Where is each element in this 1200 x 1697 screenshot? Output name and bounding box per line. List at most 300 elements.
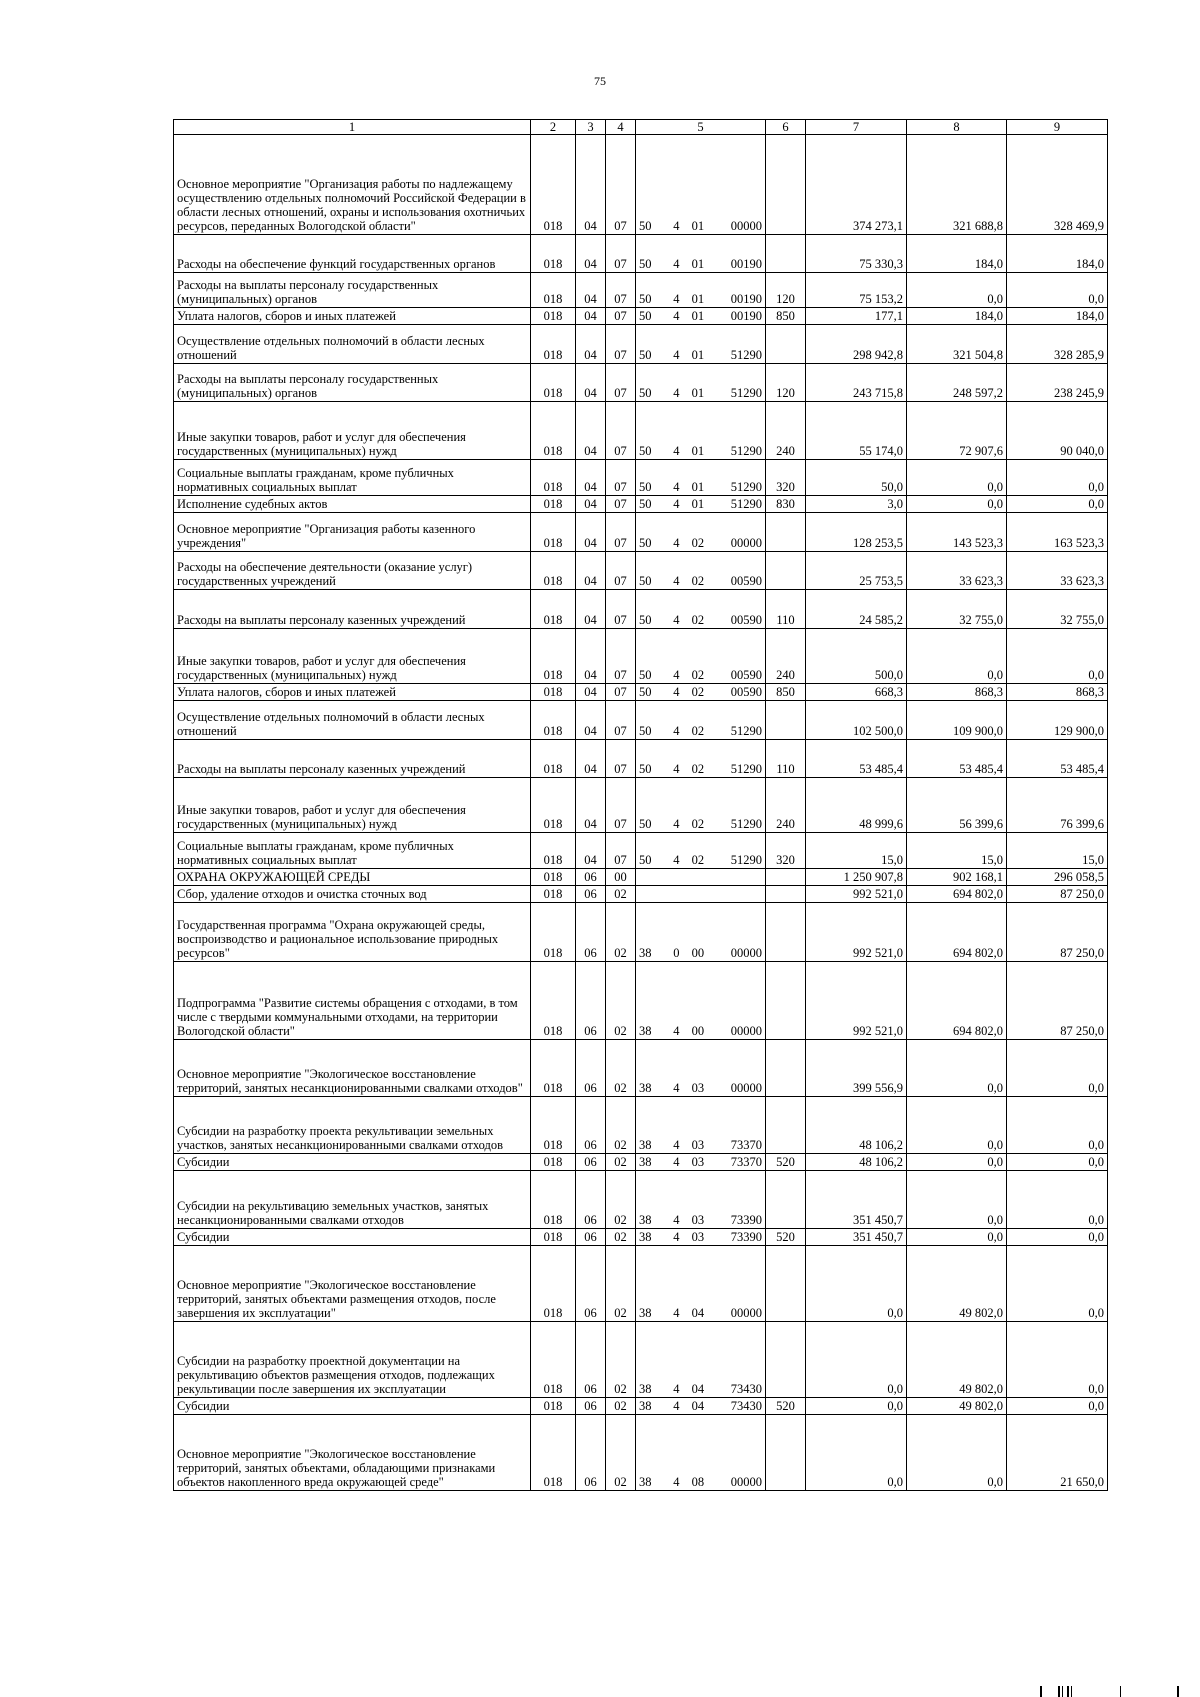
header-cell: 9 (1007, 120, 1108, 135)
subsection-code: 02 (606, 1154, 636, 1171)
row-name: Уплата налогов, сборов и иных платежей (174, 308, 531, 325)
row-name: Основное мероприятие "Экологическое восстановление территорий, занятых объектами, обладающими признаками объектов накопленного вреда окружающей среде" (174, 1415, 531, 1491)
amount-year-2: 15,0 (907, 833, 1007, 869)
amount-year-3: 0,0 (1007, 273, 1108, 308)
code-part: 51290 (730, 817, 762, 831)
ministry-code: 018 (531, 1229, 576, 1246)
amount-year-1: 24 585,2 (806, 590, 907, 629)
expense-type-code: 240 (766, 629, 806, 684)
section-code: 04 (576, 325, 606, 364)
amount-year-2: 32 755,0 (907, 590, 1007, 629)
code-part: 4 (673, 292, 680, 306)
code-part: 00590 (730, 613, 762, 627)
code-part: 4 (673, 309, 680, 323)
amount-year-2: 902 168,1 (907, 869, 1007, 886)
code-part: 00 (691, 946, 705, 960)
amount-year-1: 399 556,9 (806, 1040, 907, 1097)
section-code: 06 (576, 869, 606, 886)
code-part: 04 (691, 1382, 705, 1396)
code-part: 4 (673, 1399, 680, 1413)
amount-year-1: 177,1 (806, 308, 907, 325)
subsection-code: 07 (606, 325, 636, 364)
section-code: 04 (576, 364, 606, 402)
code-part: 02 (691, 724, 705, 738)
table-row (174, 325, 1108, 364)
code-part: 02 (691, 685, 705, 699)
amount-year-3: 0,0 (1007, 460, 1108, 496)
amount-year-3: 87 250,0 (1007, 886, 1108, 903)
subsection-code: 07 (606, 740, 636, 778)
row-name: Расходы на обеспечение функций государственных органов (174, 235, 531, 273)
code-part: 04 (691, 1399, 705, 1413)
ministry-code: 018 (531, 1415, 576, 1491)
header-cell: 3 (576, 120, 606, 135)
subsection-code: 07 (606, 460, 636, 496)
expense-type-code (766, 135, 806, 235)
table-row (174, 273, 1108, 308)
amount-year-2: 868,3 (907, 684, 1007, 701)
expense-type-code (766, 1246, 806, 1322)
expense-type-code (766, 1322, 806, 1398)
expense-type-code: 850 (766, 308, 806, 325)
amount-year-2: 33 623,3 (907, 552, 1007, 590)
ministry-code: 018 (531, 402, 576, 460)
code-part: 38 (639, 1155, 652, 1169)
ministry-code: 018 (531, 629, 576, 684)
header-cell: 1 (174, 120, 531, 135)
row-name: Иные закупки товаров, работ и услуг для обеспечения государственных (муниципальных) нужд (174, 629, 531, 684)
section-code: 04 (576, 701, 606, 740)
section-code: 06 (576, 1154, 606, 1171)
table-row (174, 869, 1108, 886)
code-part: 4 (673, 219, 680, 233)
amount-year-1: 53 485,4 (806, 740, 907, 778)
code-part: 01 (691, 219, 705, 233)
code-part: 50 (639, 386, 652, 400)
code-part: 00590 (730, 668, 762, 682)
code-part: 01 (691, 257, 705, 271)
amount-year-3: 53 485,4 (1007, 740, 1108, 778)
budget-table (173, 119, 1108, 1491)
target-article-code (636, 833, 766, 869)
subsection-code: 07 (606, 273, 636, 308)
amount-year-3: 76 399,6 (1007, 778, 1108, 833)
target-article-code (636, 1040, 766, 1097)
row-name: Основное мероприятие "Экологическое восстановление территорий, занятых несанкционированными свалками отходов" (174, 1040, 531, 1097)
code-part: 4 (673, 348, 680, 362)
amount-year-2: 0,0 (907, 629, 1007, 684)
code-part: 51290 (730, 444, 762, 458)
code-part: 51290 (730, 724, 762, 738)
amount-year-2: 694 802,0 (907, 903, 1007, 962)
row-name: Расходы на выплаты персоналу казенных учреждений (174, 590, 531, 629)
code-part: 00190 (730, 309, 762, 323)
amount-year-2: 56 399,6 (907, 778, 1007, 833)
code-part: 02 (691, 613, 705, 627)
target-article-code (636, 235, 766, 273)
amount-year-2: 0,0 (907, 496, 1007, 513)
amount-year-2: 0,0 (907, 1154, 1007, 1171)
section-code: 04 (576, 833, 606, 869)
row-name: Уплата налогов, сборов и иных платежей (174, 684, 531, 701)
code-part: 4 (673, 480, 680, 494)
ministry-code: 018 (531, 552, 576, 590)
amount-year-2: 0,0 (907, 1229, 1007, 1246)
amount-year-3: 15,0 (1007, 833, 1108, 869)
subsection-code: 07 (606, 308, 636, 325)
amount-year-3: 163 523,3 (1007, 513, 1108, 552)
section-code: 04 (576, 135, 606, 235)
amount-year-3: 0,0 (1007, 1229, 1108, 1246)
expense-type-code (766, 962, 806, 1040)
code-part: 50 (639, 348, 652, 362)
code-part: 01 (691, 444, 705, 458)
code-part: 50 (639, 219, 652, 233)
target-article-code (636, 886, 766, 903)
code-part: 4 (673, 724, 680, 738)
subsection-code: 07 (606, 552, 636, 590)
expense-type-code (766, 701, 806, 740)
expense-type-code (766, 1415, 806, 1491)
amount-year-1: 0,0 (806, 1398, 907, 1415)
code-part: 50 (639, 724, 652, 738)
expense-type-code (766, 1171, 806, 1229)
table-row (174, 962, 1108, 1040)
amount-year-3: 129 900,0 (1007, 701, 1108, 740)
code-part: 50 (639, 536, 652, 550)
row-name: Осуществление отдельных полномочий в области лесных отношений (174, 701, 531, 740)
amount-year-3: 21 650,0 (1007, 1415, 1108, 1491)
section-code: 04 (576, 740, 606, 778)
code-part: 02 (691, 536, 705, 550)
amount-year-1: 0,0 (806, 1415, 907, 1491)
row-name: Иные закупки товаров, работ и услуг для обеспечения государственных (муниципальных) нужд (174, 402, 531, 460)
subsection-code: 02 (606, 903, 636, 962)
code-part: 01 (691, 292, 705, 306)
amount-year-2: 49 802,0 (907, 1246, 1007, 1322)
row-name: Иные закупки товаров, работ и услуг для обеспечения государственных (муниципальных) нужд (174, 778, 531, 833)
subsection-code: 07 (606, 590, 636, 629)
subsection-code: 02 (606, 1246, 636, 1322)
header-cell: 6 (766, 120, 806, 135)
code-part: 03 (691, 1138, 705, 1152)
row-name: Осуществление отдельных полномочий в области лесных отношений (174, 325, 531, 364)
amount-year-1: 25 753,5 (806, 552, 907, 590)
target-article-code (636, 1322, 766, 1398)
code-part: 50 (639, 497, 652, 511)
ministry-code: 018 (531, 740, 576, 778)
amount-year-1: 102 500,0 (806, 701, 907, 740)
amount-year-3: 0,0 (1007, 1322, 1108, 1398)
subsection-code: 07 (606, 135, 636, 235)
subsection-code: 02 (606, 1097, 636, 1154)
code-part: 50 (639, 762, 652, 776)
code-part: 4 (673, 1081, 680, 1095)
ministry-code: 018 (531, 513, 576, 552)
amount-year-2: 694 802,0 (907, 886, 1007, 903)
table-row (174, 1398, 1108, 1415)
amount-year-2: 0,0 (907, 273, 1007, 308)
code-part: 01 (691, 309, 705, 323)
section-code: 06 (576, 1322, 606, 1398)
expense-type-code: 520 (766, 1154, 806, 1171)
table-row (174, 364, 1108, 402)
page-number: 75 (594, 74, 606, 88)
amount-year-1: 1 250 907,8 (806, 869, 907, 886)
code-part: 50 (639, 817, 652, 831)
section-code: 06 (576, 962, 606, 1040)
code-part: 73430 (730, 1399, 762, 1413)
code-part: 51290 (730, 497, 762, 511)
amount-year-1: 128 253,5 (806, 513, 907, 552)
amount-year-3: 33 623,3 (1007, 552, 1108, 590)
code-part: 50 (639, 685, 652, 699)
code-part: 50 (639, 574, 652, 588)
subsection-code: 02 (606, 1171, 636, 1229)
subsection-code: 02 (606, 1415, 636, 1491)
code-part: 00 (691, 1024, 705, 1038)
amount-year-1: 0,0 (806, 1246, 907, 1322)
row-name: Расходы на выплаты персоналу государственных (муниципальных) органов (174, 273, 531, 308)
amount-year-3: 0,0 (1007, 1398, 1108, 1415)
code-part: 02 (691, 668, 705, 682)
expense-type-code: 320 (766, 833, 806, 869)
code-part: 4 (673, 1155, 680, 1169)
code-part: 51290 (730, 480, 762, 494)
ministry-code: 018 (531, 1154, 576, 1171)
amount-year-2: 0,0 (907, 1415, 1007, 1491)
subsection-code: 02 (606, 886, 636, 903)
code-part: 00000 (730, 1024, 762, 1038)
amount-year-3: 87 250,0 (1007, 962, 1108, 1040)
subsection-code: 02 (606, 1229, 636, 1246)
section-code: 06 (576, 1415, 606, 1491)
code-part: 03 (691, 1213, 705, 1227)
amount-year-3: 868,3 (1007, 684, 1108, 701)
subsection-code: 02 (606, 1398, 636, 1415)
table-row (174, 1229, 1108, 1246)
subsection-code: 07 (606, 402, 636, 460)
subsection-code: 02 (606, 962, 636, 1040)
subsection-code: 07 (606, 684, 636, 701)
amount-year-1: 500,0 (806, 629, 907, 684)
amount-year-3: 0,0 (1007, 1154, 1108, 1171)
code-part: 4 (673, 1382, 680, 1396)
row-name: Исполнение судебных актов (174, 496, 531, 513)
code-part: 4 (673, 257, 680, 271)
table-row (174, 740, 1108, 778)
target-article-code (636, 513, 766, 552)
amount-year-3: 184,0 (1007, 235, 1108, 273)
table-row (174, 552, 1108, 590)
ministry-code: 018 (531, 1322, 576, 1398)
target-article-code (636, 1097, 766, 1154)
target-article-code (636, 740, 766, 778)
expense-type-code (766, 903, 806, 962)
code-part: 38 (639, 1306, 652, 1320)
section-code: 06 (576, 1097, 606, 1154)
expense-type-code (766, 552, 806, 590)
target-article-code (636, 496, 766, 513)
row-name: Субсидии на рекультивацию земельных участков, занятых несанкционированными свалками отходов (174, 1171, 531, 1229)
row-name: Субсидии (174, 1398, 531, 1415)
code-part: 38 (639, 1230, 652, 1244)
amount-year-3: 238 245,9 (1007, 364, 1108, 402)
amount-year-3: 0,0 (1007, 496, 1108, 513)
amount-year-1: 75 330,3 (806, 235, 907, 273)
code-part: 01 (691, 348, 705, 362)
section-code: 04 (576, 235, 606, 273)
row-name: Государственная программа "Охрана окружающей среды, воспроизводство и рациональное использование природных ресурсов" (174, 903, 531, 962)
code-part: 4 (673, 685, 680, 699)
row-name: Подпрограмма "Развитие системы обращения с отходами, в том числе с твердыми коммунальными отходами, на территории Вологодской области" (174, 962, 531, 1040)
target-article-code (636, 590, 766, 629)
code-part: 00000 (730, 219, 762, 233)
amount-year-2: 0,0 (907, 1171, 1007, 1229)
code-part: 00000 (730, 1306, 762, 1320)
row-name: Социальные выплаты гражданам, кроме публичных нормативных социальных выплат (174, 460, 531, 496)
section-code: 04 (576, 460, 606, 496)
amount-year-1: 668,3 (806, 684, 907, 701)
ministry-code: 018 (531, 1171, 576, 1229)
code-part: 04 (691, 1306, 705, 1320)
amount-year-1: 48 106,2 (806, 1097, 907, 1154)
ministry-code: 018 (531, 135, 576, 235)
expense-type-code: 240 (766, 778, 806, 833)
target-article-code (636, 701, 766, 740)
code-part: 4 (673, 668, 680, 682)
row-name: Расходы на выплаты персоналу казенных учреждений (174, 740, 531, 778)
code-part: 4 (673, 1024, 680, 1038)
amount-year-1: 48 106,2 (806, 1154, 907, 1171)
amount-year-2: 109 900,0 (907, 701, 1007, 740)
code-part: 38 (639, 1213, 652, 1227)
amount-year-1: 992 521,0 (806, 886, 907, 903)
ministry-code: 018 (531, 1246, 576, 1322)
amount-year-3: 90 040,0 (1007, 402, 1108, 460)
ministry-code: 018 (531, 701, 576, 740)
code-part: 4 (673, 1230, 680, 1244)
header-cell: 8 (907, 120, 1007, 135)
row-name: ОХРАНА ОКРУЖАЮЩЕЙ СРЕДЫ (174, 869, 531, 886)
table-row (174, 778, 1108, 833)
table-row (174, 460, 1108, 496)
target-article-code (636, 364, 766, 402)
ministry-code: 018 (531, 235, 576, 273)
subsection-code: 02 (606, 1322, 636, 1398)
table-row (174, 629, 1108, 684)
target-article-code (636, 1398, 766, 1415)
code-part: 00590 (730, 685, 762, 699)
code-part: 00000 (730, 1475, 762, 1489)
ministry-code: 018 (531, 590, 576, 629)
expense-type-code (766, 1040, 806, 1097)
code-part: 51290 (730, 853, 762, 867)
row-name: Расходы на обеспечение деятельности (оказание услуг) государственных учреждений (174, 552, 531, 590)
amount-year-3: 0,0 (1007, 629, 1108, 684)
code-part: 4 (673, 613, 680, 627)
table-row (174, 308, 1108, 325)
section-code: 06 (576, 886, 606, 903)
amount-year-2: 49 802,0 (907, 1322, 1007, 1398)
expense-type-code: 320 (766, 460, 806, 496)
amount-year-1: 48 999,6 (806, 778, 907, 833)
target-article-code (636, 325, 766, 364)
code-part: 4 (673, 1306, 680, 1320)
amount-year-2: 0,0 (907, 1040, 1007, 1097)
ministry-code: 018 (531, 364, 576, 402)
expense-type-code: 110 (766, 590, 806, 629)
code-part: 03 (691, 1081, 705, 1095)
section-code: 06 (576, 1398, 606, 1415)
amount-year-2: 53 485,4 (907, 740, 1007, 778)
code-part: 4 (673, 536, 680, 550)
code-part: 51290 (730, 762, 762, 776)
target-article-code (636, 1154, 766, 1171)
section-code: 06 (576, 1040, 606, 1097)
amount-year-3: 0,0 (1007, 1040, 1108, 1097)
code-part: 4 (673, 817, 680, 831)
section-code: 04 (576, 402, 606, 460)
amount-year-2: 184,0 (907, 235, 1007, 273)
row-name: Основное мероприятие "Экологическое восстановление территорий, занятых объектами размещения отходов, после завершения их эксплуатации" (174, 1246, 531, 1322)
code-part: 02 (691, 762, 705, 776)
table-row (174, 1415, 1108, 1491)
amount-year-1: 75 153,2 (806, 273, 907, 308)
amount-year-1: 50,0 (806, 460, 907, 496)
header-cell: 7 (806, 120, 907, 135)
code-part: 51290 (730, 386, 762, 400)
row-name: Основное мероприятие "Организация работы по надлежащему осуществлению отдельных полномочий Российской Федерации в области лесных отношений, охраны и использования охотничьих ресурсов, переданных Вологодской области" (174, 135, 531, 235)
header-cell: 2 (531, 120, 576, 135)
ministry-code: 018 (531, 684, 576, 701)
section-code: 04 (576, 629, 606, 684)
code-part: 38 (639, 1138, 652, 1152)
row-name: Сбор, удаление отходов и очистка сточных вод (174, 886, 531, 903)
expense-type-code (766, 325, 806, 364)
expense-type-code (766, 1097, 806, 1154)
table-row (174, 701, 1108, 740)
code-part: 01 (691, 497, 705, 511)
amount-year-2: 184,0 (907, 308, 1007, 325)
subsection-code: 02 (606, 1040, 636, 1097)
code-part: 4 (673, 853, 680, 867)
subsection-code: 07 (606, 629, 636, 684)
row-name: Субсидии (174, 1229, 531, 1246)
row-name: Субсидии на разработку проекта рекультивации земельных участков, занятых несанкционированными свалками отходов (174, 1097, 531, 1154)
table-row (174, 590, 1108, 629)
row-name: Субсидии на разработку проектной документации на рекультивацию объектов размещения отходов, подлежащих рекультивации после завершения их эксплуатации (174, 1322, 531, 1398)
amount-year-2: 72 907,6 (907, 402, 1007, 460)
expense-type-code: 120 (766, 273, 806, 308)
header-cell: 4 (606, 120, 636, 135)
code-part: 4 (673, 1475, 680, 1489)
section-code: 04 (576, 273, 606, 308)
expense-type-code: 520 (766, 1398, 806, 1415)
target-article-code (636, 903, 766, 962)
subsection-code: 00 (606, 869, 636, 886)
target-article-code (636, 1246, 766, 1322)
amount-year-3: 0,0 (1007, 1171, 1108, 1229)
header-cell: 5 (636, 120, 766, 135)
target-article-code (636, 135, 766, 235)
code-part: 03 (691, 1155, 705, 1169)
code-part: 02 (691, 817, 705, 831)
ministry-code: 018 (531, 962, 576, 1040)
section-code: 06 (576, 1246, 606, 1322)
code-part: 38 (639, 1024, 652, 1038)
section-code: 04 (576, 513, 606, 552)
